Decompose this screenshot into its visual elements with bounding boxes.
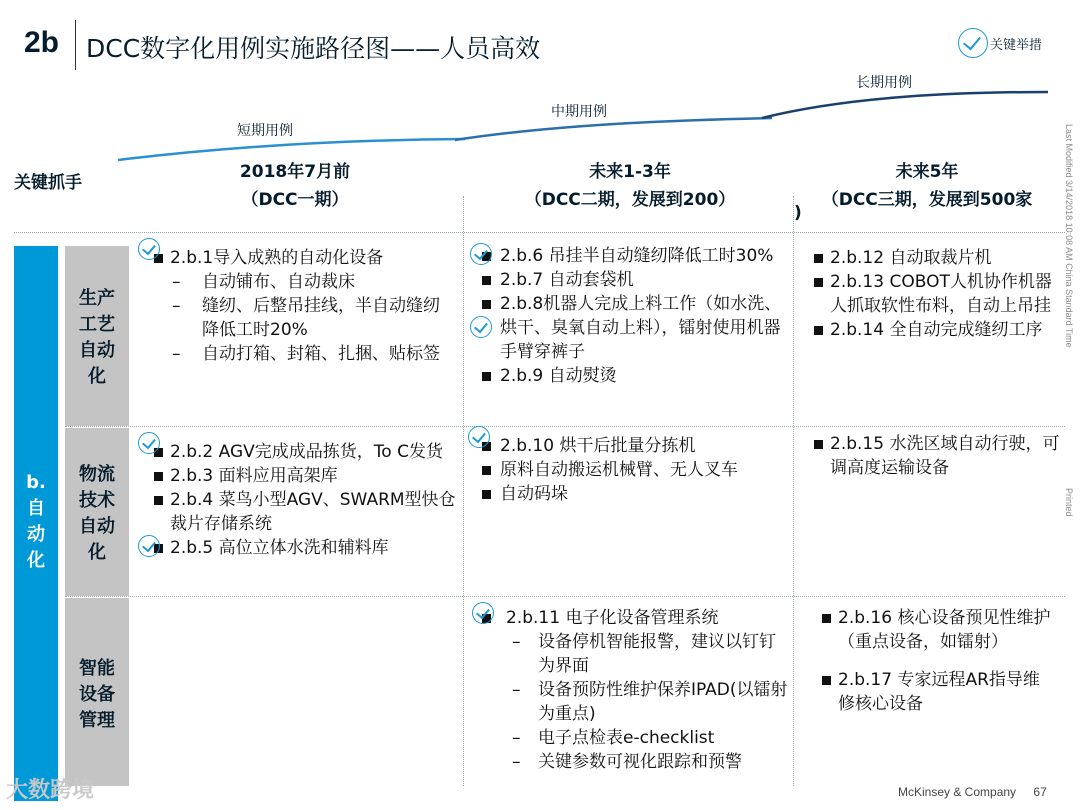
checkmark-circle-icon [138, 238, 160, 260]
slide-number: 2b [24, 26, 60, 59]
row-separator-2 [65, 596, 1065, 598]
column-header-2-line2: （DCC二期，发展到200） [524, 190, 736, 210]
phase-long-label: 长期用例 [856, 75, 912, 91]
list-item: 2.b.13 COBOT人机协作机器人抓取软性布料，自动上吊挂 [810, 270, 1060, 318]
category-line: 自 [27, 498, 45, 519]
list-item: 2.b.4 菜鸟小型AGV、SWARM型快仓裁片存储系统 [150, 488, 456, 536]
cell-r1-c2 [478, 244, 790, 388]
legend-label: 关键举措 [990, 37, 1043, 53]
list-item: 2.b.7 自动套袋机 [478, 268, 790, 292]
last-modified-note: Last Modified 3/14/2018 10:08 AM China Standard Time [1064, 124, 1074, 348]
column-header-3-line1: 未来5年 [895, 162, 959, 182]
list-item: 2.b.14 全自动完成缝纫工序 [810, 318, 1060, 342]
row-label-2 [65, 462, 129, 566]
short-term-curve [118, 139, 465, 160]
header-separator [14, 232, 1065, 234]
column-header-1-line2: （DCC一期） [241, 190, 349, 210]
phase-mid-label: 中期用例 [551, 104, 607, 120]
list-item: 自动码垛 [478, 482, 790, 506]
page-number: 67 [1033, 785, 1047, 799]
mid-term-curve [455, 118, 772, 140]
key-lever-header: 关键抓手 [14, 173, 82, 193]
printed-note: Printed [1064, 488, 1074, 517]
sub-item: – 设备预防性维护保养IPAD(以镭射为重点) [478, 678, 790, 726]
list-item: 2.b.15 水洗区域自动行驶，可调高度运输设备 [810, 432, 1060, 480]
sub-item: – 关键参数可视化跟踪和预警 [478, 750, 790, 774]
checkmark-circle-icon [138, 535, 160, 557]
row-label-line: 管理 [79, 710, 115, 731]
list-item: 2.b.16 核心设备预见性维护（重点设备，如镭射） [818, 606, 1056, 654]
category-line: 化 [27, 550, 45, 571]
list-item: 2.b.8机器人完成上料工作（如水洗、烘干、臭氧自动上料），镭射使用机器手臂穿裤子 [478, 292, 790, 364]
column-header-3-line2: （DCC三期，发展到500家 [821, 190, 1033, 210]
list-item: 2.b.3 面料应用高架库 [150, 464, 456, 488]
list-item: 原料自动搬运机械臂、无人叉车 [478, 458, 790, 482]
row-label-line: 工艺 [79, 314, 115, 335]
row-label-line: 自动 [79, 516, 115, 537]
category-line: b. [26, 472, 46, 493]
checkmark-circle-icon [472, 602, 494, 624]
list-item: 2.b.12 自动取裁片机 [810, 246, 1060, 270]
column-header-1-line1: 2018年7月前 [239, 162, 351, 182]
sub-item: – 电子点检表e-checklist [478, 726, 790, 750]
watermark: 大数跨境 [6, 778, 95, 803]
sub-item: – 设备停机智能报警，建议以钉钉为界面 [478, 630, 790, 678]
list-item: 2.b.10 烘干后批量分拣机 [478, 434, 790, 458]
row-separator-1 [65, 426, 1065, 428]
row-label-line: 自动 [79, 340, 115, 361]
row-label-3 [65, 656, 129, 734]
checkmark-circle-icon [470, 316, 492, 338]
slide-title: DCC数字化用例实施路径图——人员高效 [86, 34, 541, 63]
long-term-curve [762, 92, 1048, 118]
cell-r3-c2 [478, 606, 790, 774]
row-label-1 [65, 286, 129, 390]
checkmark-circle-icon [468, 426, 490, 448]
list-item: 2.b.5 高位立体水洗和辅料库 [150, 536, 456, 560]
category-line: 动 [27, 524, 45, 545]
cell-r2-c3 [810, 432, 1060, 480]
row-label-line: 技术 [79, 490, 115, 511]
sub-item: – 自动打箱、封箱、扎捆、贴标签 [150, 342, 456, 366]
row-label-line: 化 [88, 542, 106, 563]
category-label [14, 470, 58, 574]
sub-item: – 缝纫、后整吊挂线，半自动缝纫降低工时20% [150, 294, 456, 342]
cell-r2-c1 [150, 440, 456, 560]
list-item: 2.b.6 吊挂半自动缝纫降低工时30% [478, 244, 790, 268]
row-label-line: 生产 [79, 288, 115, 309]
list-item: 2.b.1导入成熟的自动化设备 [150, 246, 456, 270]
row-label-line: 化 [88, 366, 106, 387]
sub-item: – 自动铺布、自动裁床 [150, 270, 456, 294]
footer-company: McKinsey & Company [898, 785, 1017, 799]
row-label-line: 设备 [79, 684, 115, 705]
list-item: 2.b.17 专家远程AR指导维修核心设备 [818, 668, 1056, 716]
column-separator-2 [793, 196, 795, 786]
cell-r1-c3 [810, 246, 1060, 342]
column-header-1 [180, 158, 410, 214]
list-item: 2.b.11 电子化设备管理系统 [478, 606, 790, 630]
cell-r2-c2 [478, 434, 790, 506]
row-label-line: 物流 [79, 464, 115, 485]
phase-short-label: 短期用例 [237, 123, 293, 139]
cell-r1-c1 [150, 246, 456, 366]
stray-paren: ) [794, 203, 802, 223]
list-item: 2.b.9 自动熨烫 [478, 364, 790, 388]
row-label-line: 智能 [79, 658, 115, 679]
column-header-3 [796, 158, 1058, 214]
footer [898, 785, 1047, 799]
cell-r3-c3 [818, 606, 1056, 716]
column-header-2-line1: 未来1-3年 [589, 162, 671, 182]
list-item: 2.b.2 AGV完成成品拣货，To C发货 [150, 440, 456, 464]
checkmark-circle-icon [470, 243, 492, 265]
column-separator-1 [463, 196, 465, 786]
checkmark-circle-icon [138, 432, 160, 454]
column-header-2 [470, 158, 790, 214]
